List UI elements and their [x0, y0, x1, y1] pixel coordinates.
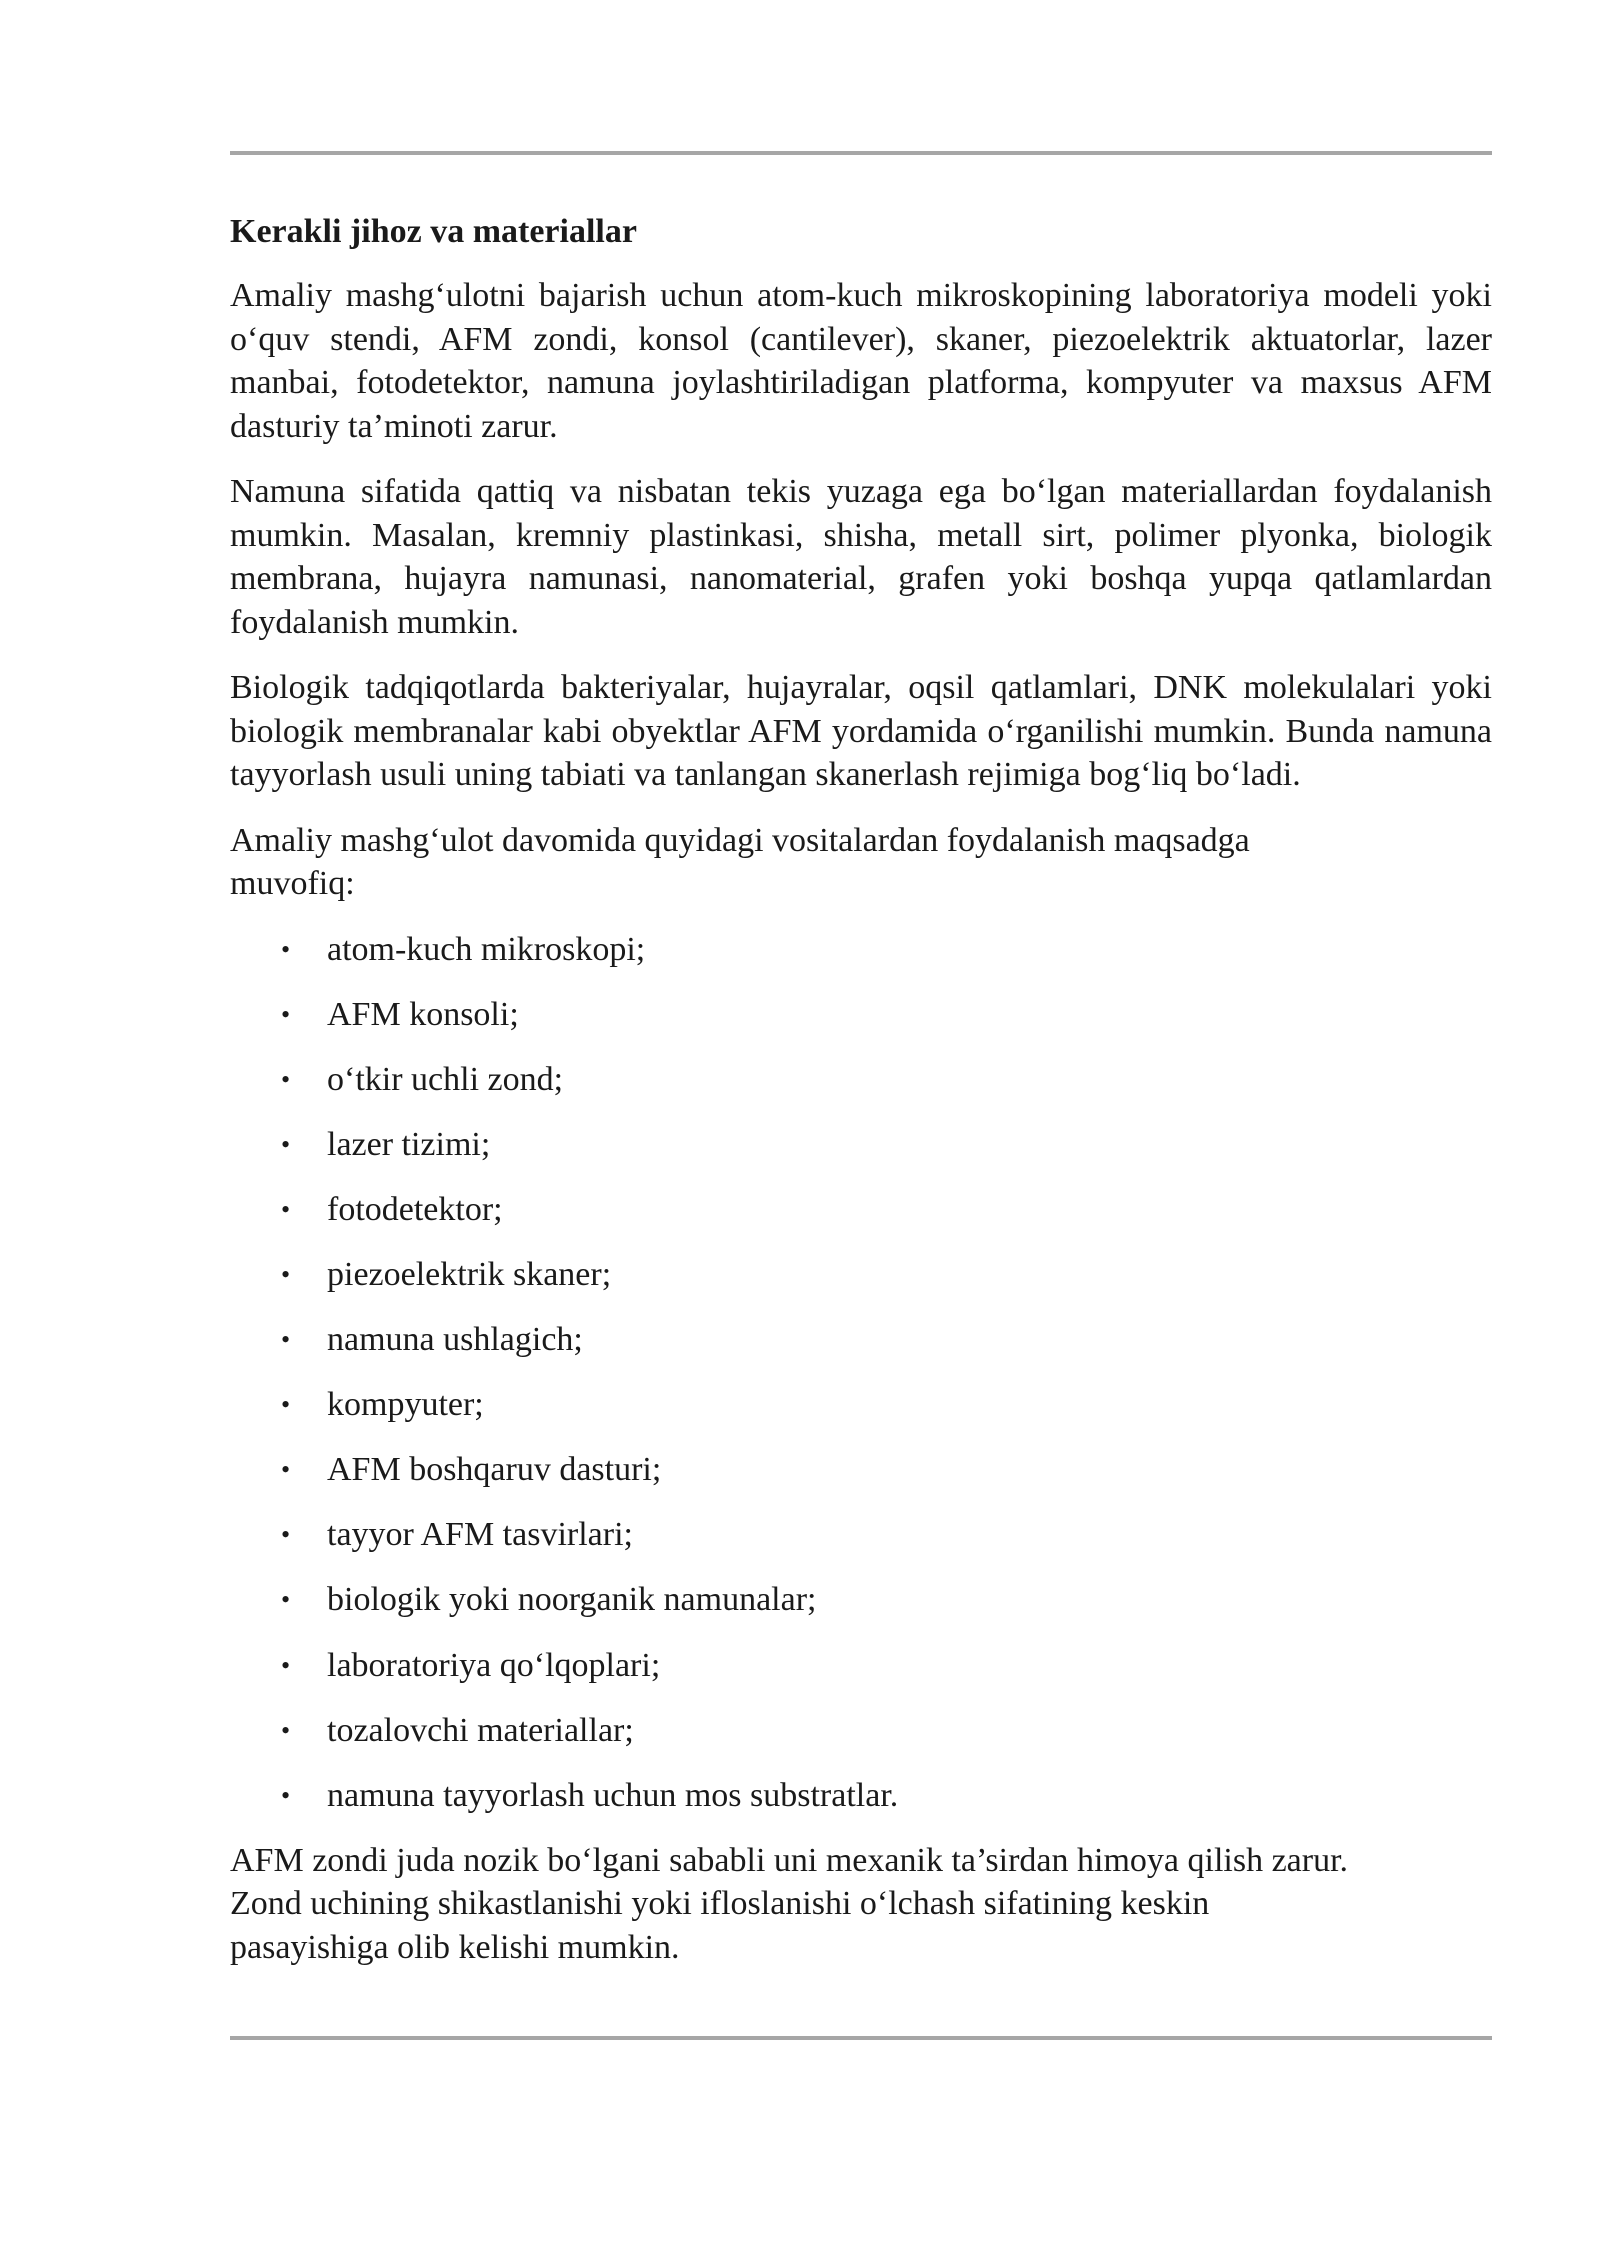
list-item — [230, 1644, 1492, 1688]
bullet-icon: • — [281, 1715, 291, 1745]
list-item — [230, 928, 1492, 972]
equipment-list — [230, 928, 1492, 1818]
bullet-icon: • — [281, 1520, 291, 1550]
list-item-text: atom-kuch mikroskopi; — [327, 930, 646, 968]
bullet-icon: • — [281, 999, 291, 1029]
list-item — [230, 1709, 1492, 1753]
paragraph-samples: Namuna sifatida qattiq va nisbatan tekis yuzaga ega bo‘lgan materiallardan foydalanish mumkin. Masalan, kremniy plastinkasi, shisha, metall sirt, polimer plyonka, biologik membrana, hujayra namunasi, nanomaterial, grafen yoki boshqa yupqa qatlamlardan foydalanish mumkin. — [230, 473, 1492, 641]
bullet-icon: • — [281, 1455, 291, 1485]
top-divider — [230, 151, 1492, 155]
bullet-icon: • — [281, 1325, 291, 1355]
list-item-text: tozalovchi materiallar; — [327, 1711, 634, 1749]
paragraph-equipment: Amaliy mashg‘ulotni bajarish uchun atom-kuch mikroskopining laboratoriya modeli yoki o‘quv stendi, AFM zondi, konsol (cantilever), skaner, piezoelektrik aktuatorlar, lazer manbai, fotodetektor, namuna joylashtiriladigan platforma, kompyuter va maxsus AFM dasturiy ta’minoti zarur. — [230, 277, 1492, 445]
list-item-text: o‘tkir uchli zond; — [327, 1060, 564, 1098]
bullet-icon: • — [281, 1064, 291, 1094]
section-heading: Kerakli jihoz va materiallar — [230, 213, 637, 250]
list-item-text: tayyor AFM tasvirlari; — [327, 1516, 633, 1554]
bullet-icon: • — [281, 1129, 291, 1159]
list-item — [230, 1188, 1492, 1232]
closing-line: Zond uchining shikastlanishi yoki ifloslanishi o‘lchash sifatining keskin — [230, 1885, 1210, 1923]
bottom-divider — [230, 2036, 1492, 2040]
document-body — [230, 210, 1492, 1969]
paragraph-biological: Biologik tadqiqotlarda bakteriyalar, hujayralar, oqsil qatlamlari, DNK molekulalari yoki biologik membranalar kabi obyektlar AFM yordamida o‘rganilishi mumkin. Bunda namuna tayyorlash usuli uning tabiati va tanlangan skanerlash rejimiga bog‘liq bo‘ladi. — [230, 669, 1492, 793]
list-item — [230, 1513, 1492, 1557]
bullet-icon: • — [281, 1194, 291, 1224]
paragraph-closing — [230, 1839, 1492, 1970]
bullet-icon: • — [281, 1780, 291, 1810]
list-item — [230, 1578, 1492, 1622]
closing-line: AFM zondi juda nozik bo‘lgani sababli uni mexanik ta’sirdan himoya qilish zarur. — [230, 1841, 1349, 1879]
list-item-text: AFM konsoli; — [327, 995, 519, 1033]
list-item — [230, 1383, 1492, 1427]
list-item-text: fotodetektor; — [327, 1190, 503, 1228]
list-item-text: piezoelektrik skaner; — [327, 1255, 612, 1293]
bullet-icon: • — [281, 1585, 291, 1615]
list-item — [230, 993, 1492, 1037]
bullet-icon: • — [281, 1390, 291, 1420]
list-item-text: laboratoriya qo‘lqoplari; — [327, 1646, 661, 1684]
list-item — [230, 1448, 1492, 1492]
list-item-text: lazer tizimi; — [327, 1125, 491, 1163]
closing-line: pasayishiga olib kelishi mumkin. — [230, 1928, 680, 1966]
list-item — [230, 1774, 1492, 1818]
paragraph-list-intro: Amaliy mashg‘ulot davomida quyidagi vositalardan foydalanish maqsadga muvofiq: — [230, 821, 1250, 902]
list-item-text: namuna tayyorlash uchun mos substratlar. — [327, 1776, 899, 1814]
bullet-icon: • — [281, 1259, 291, 1289]
list-item — [230, 1058, 1492, 1102]
bullet-icon: • — [281, 934, 291, 964]
list-item — [230, 1123, 1492, 1167]
list-item-text: AFM boshqaruv dasturi; — [327, 1451, 662, 1489]
list-item-text: kompyuter; — [327, 1386, 484, 1424]
list-item — [230, 1253, 1492, 1297]
list-item — [230, 1318, 1492, 1362]
list-item-text: namuna ushlagich; — [327, 1321, 583, 1359]
bullet-icon: • — [281, 1650, 291, 1680]
list-item-text: biologik yoki noorganik namunalar; — [327, 1581, 817, 1619]
